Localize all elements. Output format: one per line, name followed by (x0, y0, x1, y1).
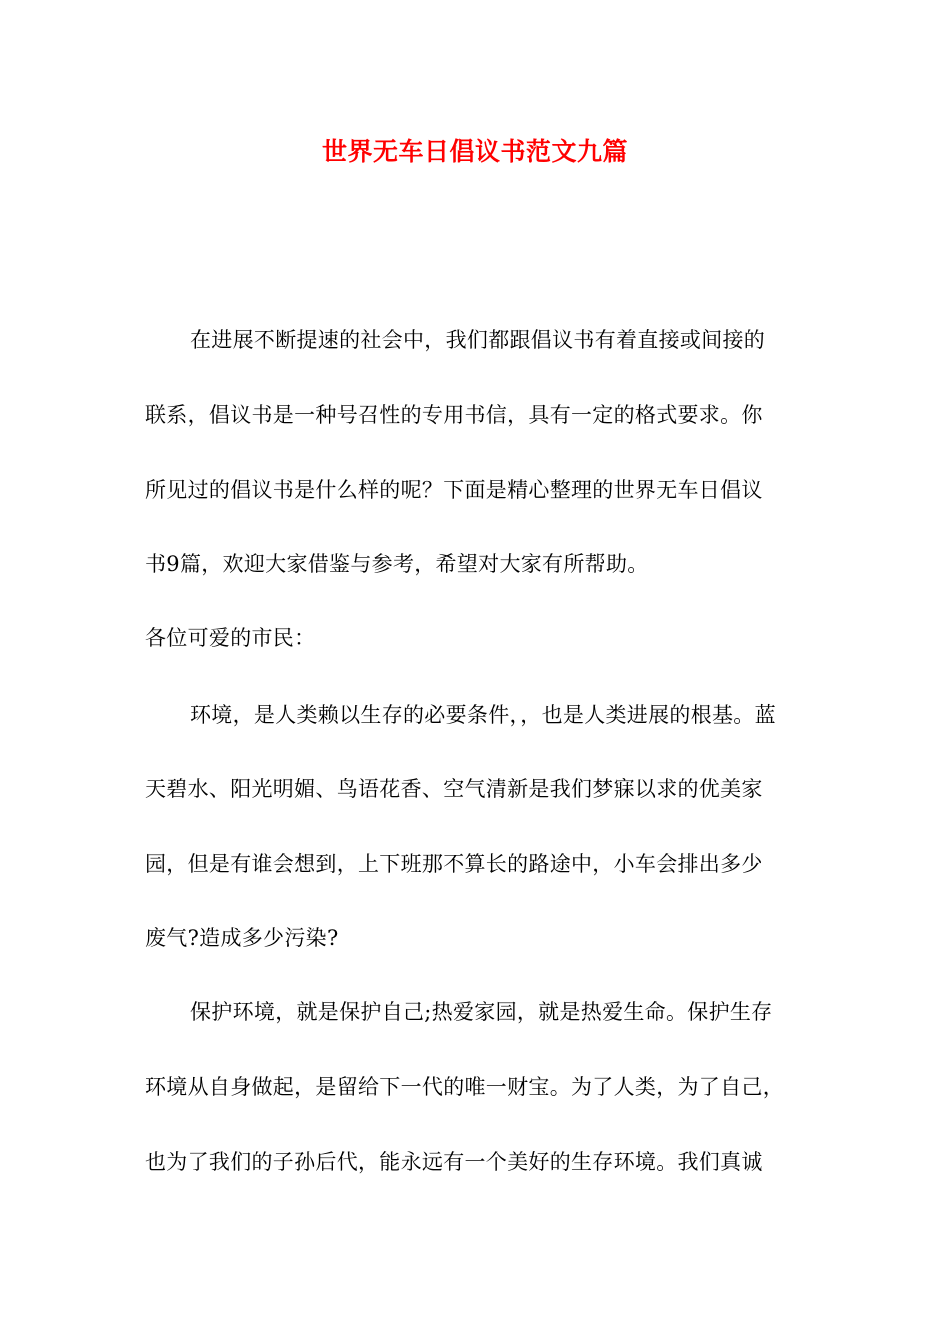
paragraph-line: 环境，是人类赖以生存的必要条件，，也是人类进展的根基。蓝 (190, 703, 776, 727)
paragraph-line: 所见过的倡议书是什么样的呢？下面是精心整理的世界无车日倡议 (145, 478, 763, 502)
paragraph-line: 天碧水、阳光明媚、鸟语花香、空气清新是我们梦寐以求的优美家 (145, 777, 763, 801)
paragraph-line: 保护环境，就是保护自己;热爱家园，就是热爱生命。保护生存 (190, 1000, 773, 1024)
salutation-line: 各位可爱的市民： (145, 626, 316, 650)
paragraph-line: 废气?造成多少污染? (145, 926, 339, 950)
paragraph-line: 环境从自身做起，是留给下一代的唯一财宝。为了人类，为了自己， (145, 1075, 784, 1099)
document-title: 世界无车日倡议书范文九篇 (321, 137, 628, 166)
paragraph-line: 园，但是有谁会想到，上下班那不算长的路途中，小车会排出多少 (145, 852, 763, 876)
paragraph-line: 书9篇，欢迎大家借鉴与参考，希望对大家有所帮助。 (145, 552, 649, 576)
paragraph-line: 联系，倡议书是一种号召性的专用书信，具有一定的格式要求。你 (145, 403, 763, 427)
paragraph-line: 也为了我们的子孙后代，能永远有一个美好的生存环境。我们真诚 (145, 1150, 763, 1174)
paragraph-line: 在进展不断提速的社会中，我们都跟倡议书有着直接或间接的 (190, 328, 766, 352)
